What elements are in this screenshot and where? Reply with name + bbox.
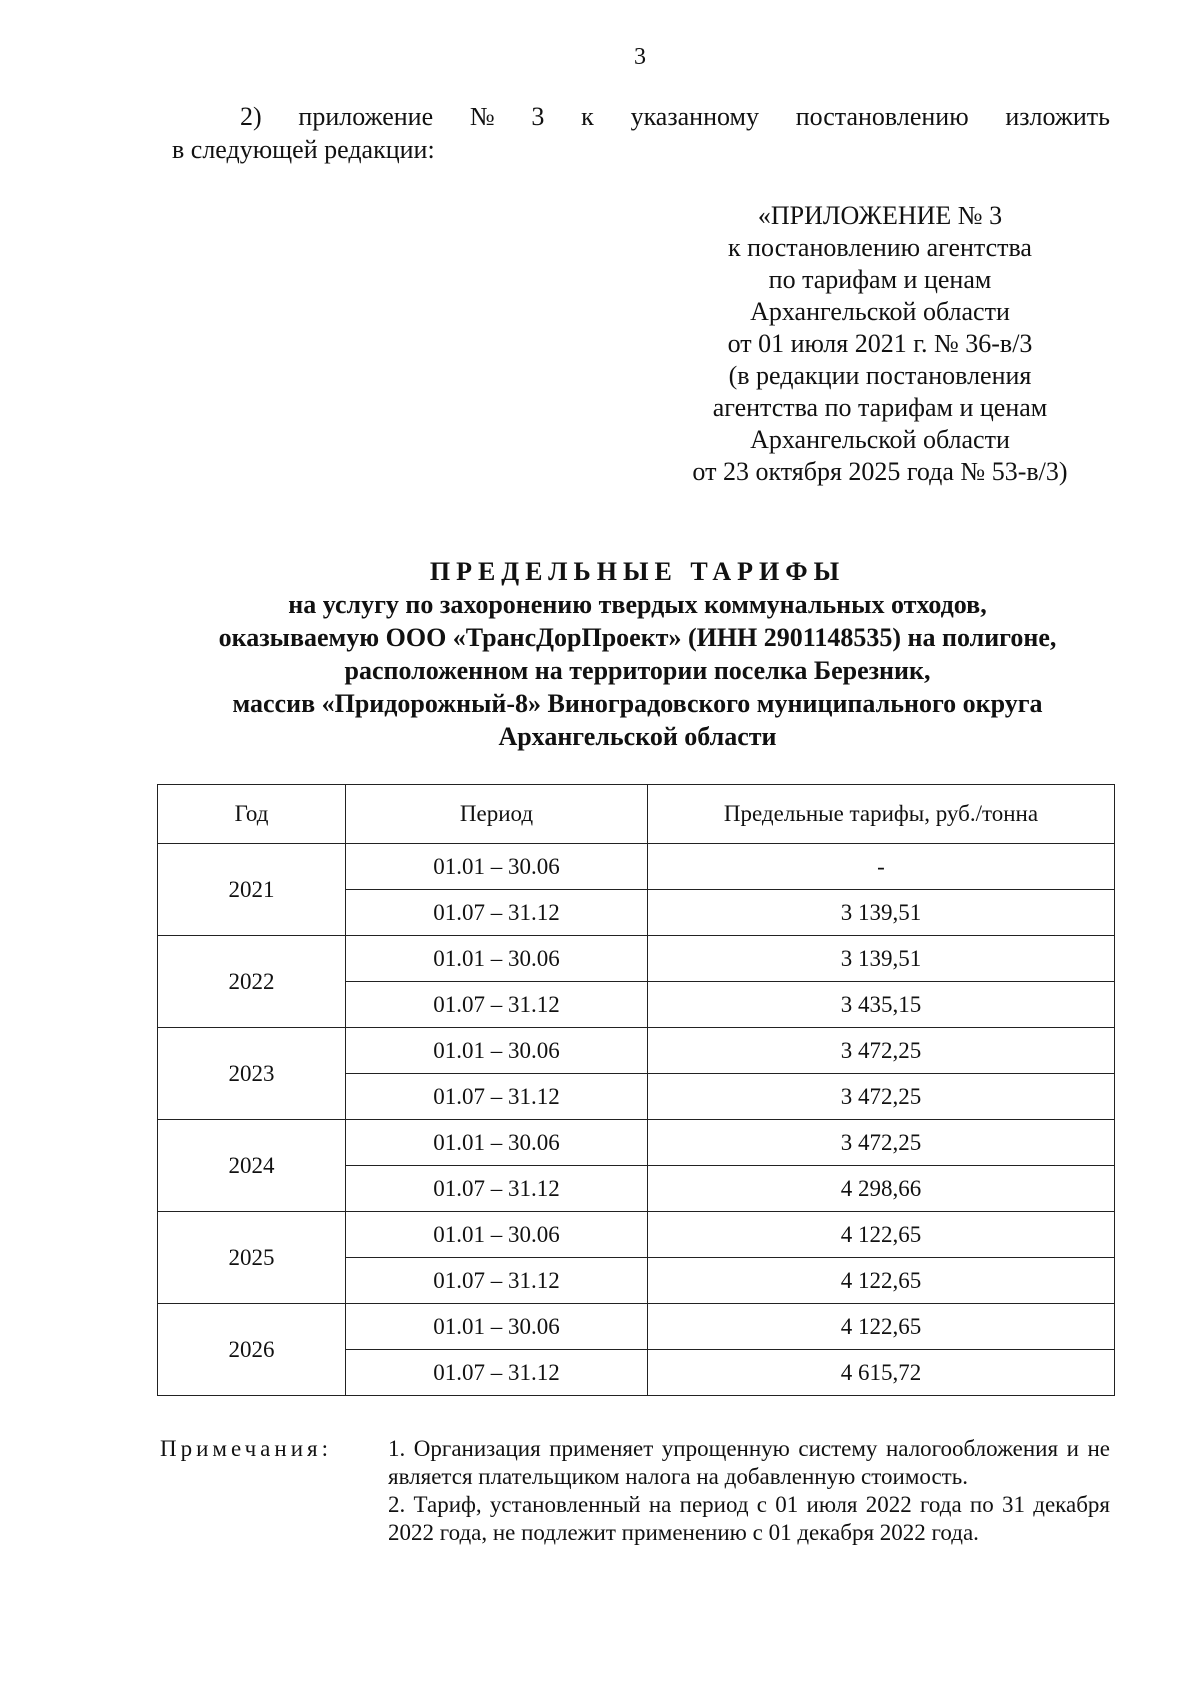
appendix-line: Архангельской области: [750, 297, 1010, 326]
intro-line-1: [172, 100, 1110, 133]
table-row: [158, 844, 1115, 890]
tariff-cell: -: [648, 844, 1115, 890]
intro-word: 3: [531, 102, 545, 131]
appendix-line: Архангельской области: [750, 425, 1010, 454]
tariff-cell: 3 472,25: [648, 1028, 1115, 1074]
tariff-cell: 4 298,66: [648, 1166, 1115, 1212]
table-row: [158, 1028, 1115, 1074]
intro-word: изложить: [1005, 102, 1110, 131]
tariff-cell: 4 122,65: [648, 1212, 1115, 1258]
appendix-line: (в редакции постановления: [728, 361, 1032, 390]
table-row: [158, 1304, 1115, 1350]
note-item: 2. Тариф, установленный на период с 01 июля 2022 года по 31 декабря 2022 года, не подлежит применению с 01 декабря 2022 года.: [388, 1492, 1110, 1545]
appendix-line: от 01 июля 2021 г. № 36-в/3: [727, 329, 1033, 358]
tariff-cell: 4 122,65: [648, 1258, 1115, 1304]
table-row: [158, 1212, 1115, 1258]
period-cell: 01.07 – 31.12: [346, 982, 648, 1028]
appendix-line: к постановлению агентства: [728, 233, 1032, 262]
table-row: [158, 1120, 1115, 1166]
header-year: Год: [158, 785, 346, 844]
period-cell: 01.07 – 31.12: [346, 890, 648, 936]
intro-line-2: в следующей редакции:: [172, 135, 435, 164]
tariff-table: [157, 784, 1115, 1396]
period-cell: 01.07 – 31.12: [346, 1258, 648, 1304]
page-number: 3: [634, 44, 646, 70]
intro-item-number: 2): [240, 102, 262, 131]
period-cell: 01.07 – 31.12: [346, 1350, 648, 1396]
period-cell: 01.01 – 30.06: [346, 1120, 648, 1166]
tariff-cell: 3 435,15: [648, 982, 1115, 1028]
table-header-row: [158, 785, 1115, 844]
header-period: Период: [346, 785, 648, 844]
appendix-line: от 23 октября 2025 года № 53-в/3): [692, 457, 1068, 486]
intro-word: №: [469, 102, 495, 131]
title-line: расположенном на территории поселка Березник,: [344, 656, 931, 685]
notes-section: [160, 1435, 1110, 1547]
intro-word: к: [581, 102, 594, 131]
year-cell: 2026: [158, 1304, 346, 1396]
intro-paragraph: [172, 100, 1110, 166]
tariff-cell: 3 472,25: [648, 1074, 1115, 1120]
notes-body: [388, 1435, 1110, 1547]
tariff-cell: 4 615,72: [648, 1350, 1115, 1396]
year-cell: 2024: [158, 1120, 346, 1212]
tariff-cell: 3 139,51: [648, 936, 1115, 982]
period-cell: 01.07 – 31.12: [346, 1166, 648, 1212]
period-cell: 01.01 – 30.06: [346, 1028, 648, 1074]
year-cell: 2025: [158, 1212, 346, 1304]
intro-word: приложение: [298, 102, 434, 131]
title-line: на услугу по захоронению твердых коммунальных отходов,: [288, 590, 987, 619]
notes-label: Примечания:: [160, 1436, 332, 1461]
year-cell: 2022: [158, 936, 346, 1028]
note-item: 1. Организация применяет упрощенную систему налогообложения и не является плательщиком налога на добавленную стоимость.: [388, 1436, 1110, 1489]
appendix-header: [660, 200, 1100, 488]
appendix-line: «ПРИЛОЖЕНИЕ № 3: [757, 201, 1003, 230]
period-cell: 01.07 – 31.12: [346, 1074, 648, 1120]
appendix-line: агентства по тарифам и ценам: [712, 393, 1048, 422]
period-cell: 01.01 – 30.06: [346, 1304, 648, 1350]
tariff-cell: 3 139,51: [648, 890, 1115, 936]
tariff-cell: 3 472,25: [648, 1120, 1115, 1166]
tariff-cell: 4 122,65: [648, 1304, 1115, 1350]
intro-word: постановлению: [795, 102, 969, 131]
header-tariff: Предельные тарифы, руб./тонна: [648, 785, 1115, 844]
document-title: [150, 555, 1125, 753]
period-cell: 01.01 – 30.06: [346, 844, 648, 890]
table-row: [158, 936, 1115, 982]
year-cell: 2021: [158, 844, 346, 936]
title-line: массив «Придорожный-8» Виноградовского муниципального округа: [232, 689, 1043, 718]
period-cell: 01.01 – 30.06: [346, 1212, 648, 1258]
title-line: оказываемую ООО «ТрансДорПроект» (ИНН 2901148535) на полигоне,: [218, 623, 1057, 652]
title-line: Архангельской области: [498, 722, 777, 751]
intro-word: указанному: [630, 102, 759, 131]
period-cell: 01.01 – 30.06: [346, 936, 648, 982]
appendix-line: по тарифам и ценам: [768, 265, 992, 294]
year-cell: 2023: [158, 1028, 346, 1120]
title-main: ПРЕДЕЛЬНЫЕ ТАРИФЫ: [429, 557, 846, 586]
